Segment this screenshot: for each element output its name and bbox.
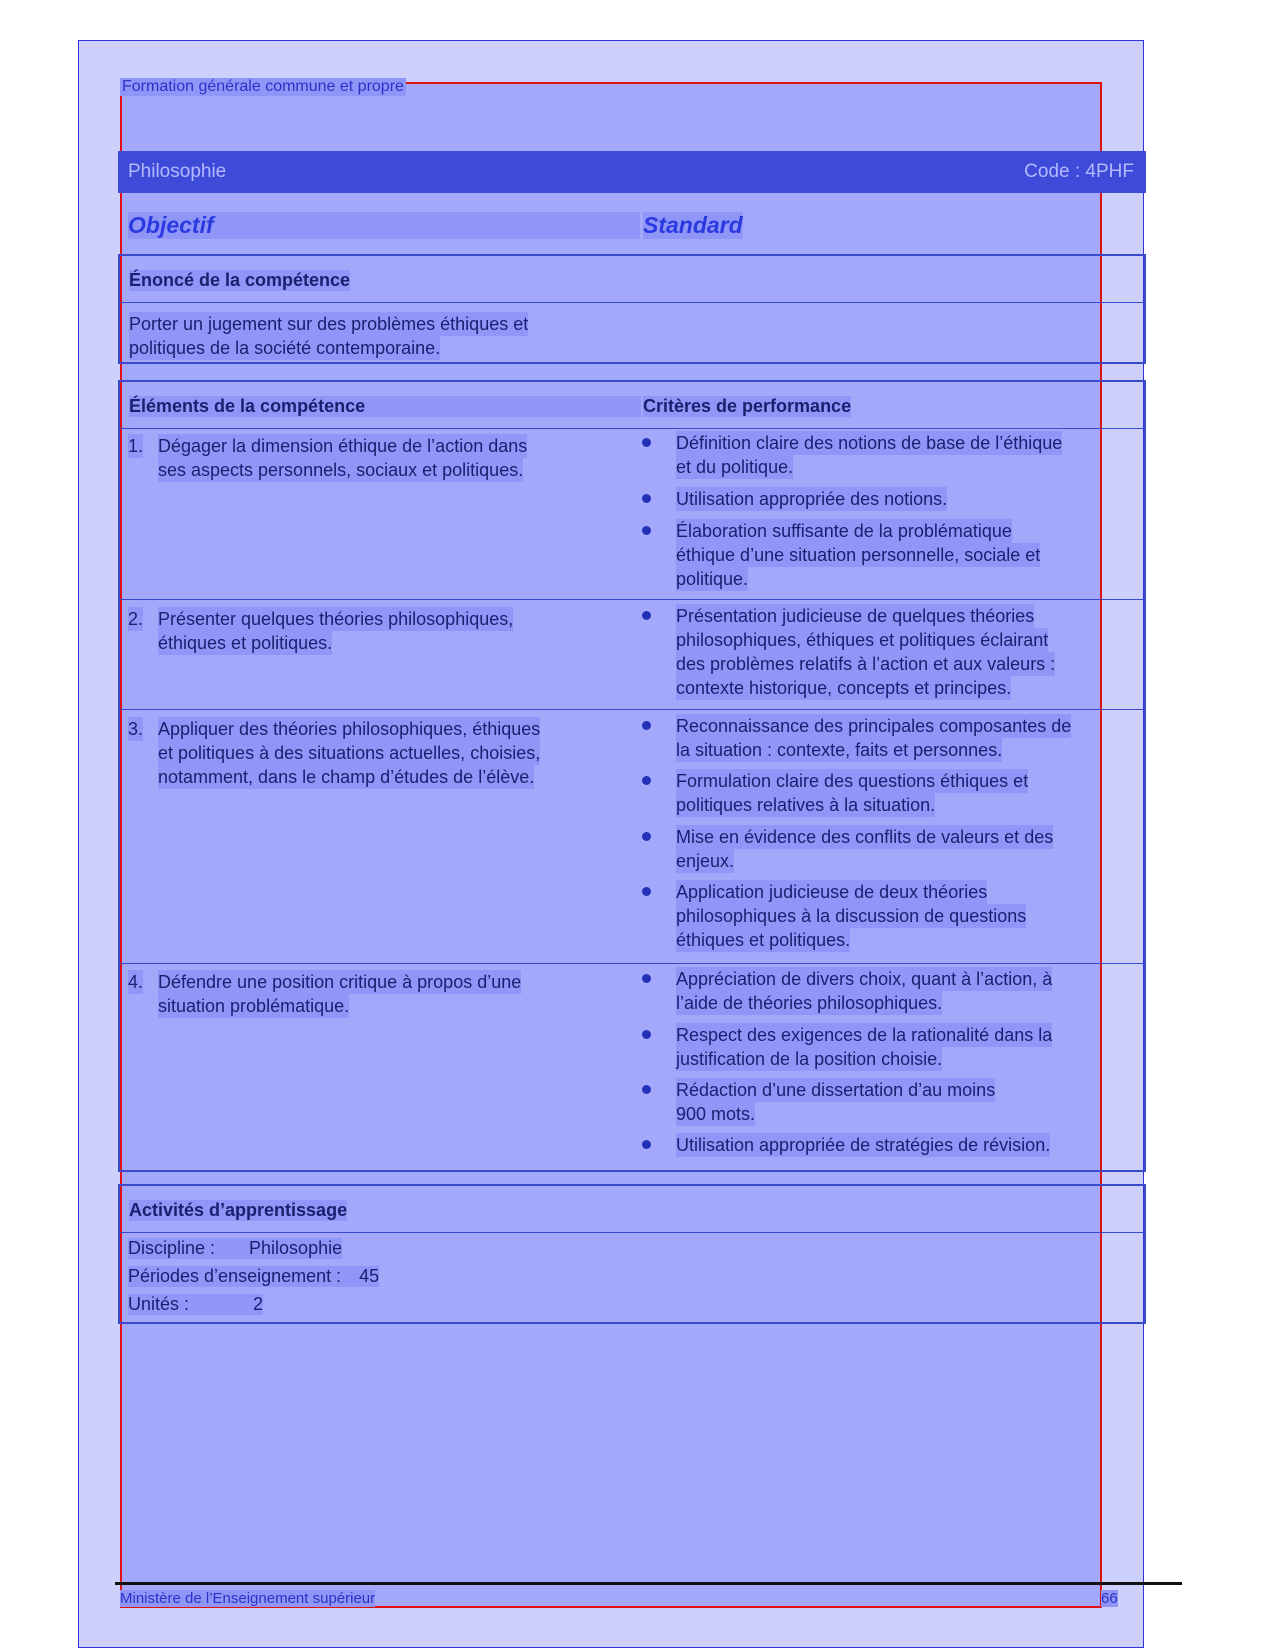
footer-ministry: Ministère de l’Enseignement supérieur [120,1590,376,1607]
units-label: Unités : [128,1294,190,1314]
criterion-line: justification de la position choisie. [676,1049,943,1069]
element-line: situation problématique. [158,996,350,1016]
element-text [158,717,540,789]
criterion [676,487,1131,511]
discipline-value: Philosophie [249,1238,343,1258]
criterion-line: éthique d’une situation personnelle, sociale et [676,545,1041,565]
element-text [158,970,521,1018]
criterion-line: Reconnaissance des principales composantes de [676,716,1072,736]
bullet-icon [642,721,651,730]
criterion-line: Présentation judicieuse de quelques théories [676,606,1035,626]
criterion-line: Élaboration suffisante de la problématique [676,521,1012,541]
elements-divider [120,599,1144,600]
criterion-line: Appréciation de divers choix, quant à l’action, à [676,969,1053,989]
activities-title: Activités d’apprentissage [129,1200,348,1220]
criterion [676,769,1131,817]
periods-value: 45 [359,1266,380,1286]
bullet-icon [642,887,651,896]
element-line: Présenter quelques théories philosophiques, [158,609,514,629]
criterion-line: et du politique. [676,457,794,477]
criterion-line: politique. [676,569,749,589]
discipline-label: Discipline : [128,1238,216,1258]
criterion-line: éthiques et politiques. [676,930,851,950]
criterion-line: Définition claire des notions de base de l’éthique [676,433,1063,453]
element-line: éthiques et politiques. [158,633,333,653]
element-line: notamment, dans le champ d’études de l’élève. [158,767,535,787]
criterion-line: philosophiques, éthiques et politiques éclairant [676,630,1049,650]
criterion-line: la situation : contexte, faits et personnes. [676,740,1003,760]
criterion [676,1133,1131,1157]
criterion [676,825,1131,873]
footer-rule [115,1582,1182,1585]
competence-text [129,312,528,360]
criterion-line: 900 mots. [676,1104,756,1124]
bullet-icon [642,494,651,503]
elements-title: Éléments de la compétence [129,396,641,417]
element-number: 1. [128,436,144,456]
criterion-line: contexte historique, concepts et principes. [676,678,1012,698]
criterion [676,880,1131,952]
bullet-icon [642,438,651,447]
criterion [676,714,1131,762]
criterion-line: Formulation claire des questions éthiques et [676,771,1029,791]
standard-heading: Standard [643,212,743,238]
bullet-icon [642,1030,651,1039]
criterion-line: enjeux. [676,851,735,871]
element-line: Dégager la dimension éthique de l’action dans [158,436,528,456]
page-number: 66 [1101,1590,1118,1607]
criterion [676,519,1131,591]
element-number: 2. [128,609,144,629]
bullet-icon [642,611,651,620]
element-line: Défendre une position critique à propos d’une [158,972,522,992]
criterion-line: l’aide de théories philosophiques. [676,993,943,1013]
competence-box [118,254,1146,364]
bullet-icon [642,832,651,841]
course-title-bar [118,151,1146,193]
bullet-icon [642,974,651,983]
criterion-line: Mise en évidence des conflits de valeurs et des [676,827,1054,847]
criterion-line: philosophiques à la discussion de questions [676,906,1027,926]
bullet-icon [642,526,651,535]
element-line: et politiques à des situations actuelles, choisies, [158,743,541,763]
element-line: ses aspects personnels, sociaux et politiques. [158,460,524,480]
criterion-line: Application judicieuse de deux théories [676,882,988,902]
bullet-icon [642,776,651,785]
elements-divider [120,963,1144,964]
competence-divider [120,302,1144,303]
objective-heading: Objectif [128,212,640,239]
activities-divider [120,1232,1144,1233]
competence-title: Énoncé de la compétence [129,270,351,290]
criterion-line: Respect des exigences de la rationalité dans la [676,1025,1053,1045]
bullet-icon [642,1140,651,1149]
criterion-line: des problèmes relatifs à l’action et aux valeurs : [676,654,1056,674]
units-value: 2 [253,1294,264,1314]
element-number: 3. [128,719,144,739]
criteria-title: Critères de performance [643,396,852,416]
criterion [676,1078,1131,1126]
criterion [676,431,1131,479]
element-line: Appliquer des théories philosophiques, éthiques [158,719,541,739]
criterion-line: politiques relatives à la situation. [676,795,936,815]
periods-row [128,1266,379,1287]
elements-divider [120,428,1144,429]
bullet-icon [642,1085,651,1094]
element-text [158,607,513,655]
element-text [158,434,527,482]
discipline-row [128,1238,342,1259]
element-number: 4. [128,972,144,992]
units-row [128,1294,263,1315]
criterion [676,1023,1131,1071]
section-label: Formation générale commune et propre [122,78,404,95]
competence-line: Porter un jugement sur des problèmes éthiques et [129,314,529,334]
criterion-line: Utilisation appropriée des notions. [676,489,948,509]
criterion [676,967,1131,1015]
course-code: Code : 4PHF [1024,161,1134,182]
elements-divider [120,709,1144,710]
periods-label: Périodes d’enseignement : [128,1266,342,1286]
criterion-line: Rédaction d’une dissertation d’au moins [676,1080,996,1100]
criterion-line: Utilisation appropriée de stratégies de révision. [676,1135,1051,1155]
criterion [676,604,1131,700]
competence-line: politiques de la société contemporaine. [129,338,441,358]
course-name: Philosophie [128,161,227,182]
